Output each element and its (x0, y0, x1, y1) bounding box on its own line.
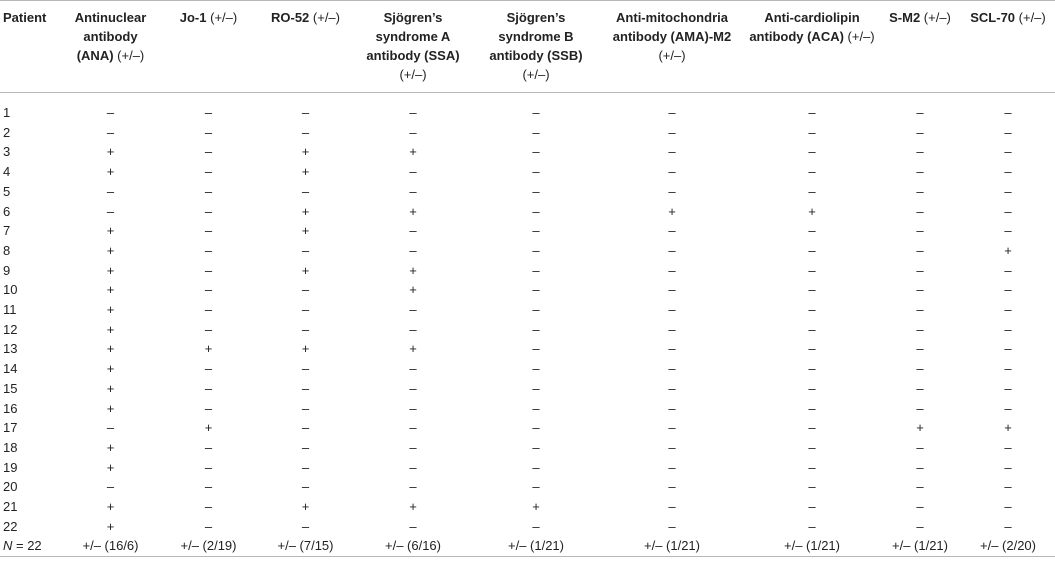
result-cell: + (106, 400, 115, 416)
table-row (0, 320, 1055, 340)
column-header-8 (879, 1, 961, 93)
result-cell: – (409, 400, 417, 416)
result-cell: – (1004, 479, 1012, 495)
table-row (0, 162, 1055, 182)
result-cell: – (668, 400, 676, 416)
column-header-suffix: (+/–) (843, 29, 875, 44)
result-cell: – (808, 302, 816, 318)
result-cell: – (204, 479, 213, 495)
result-cell: – (1004, 400, 1012, 416)
result-cell: – (668, 459, 676, 475)
result-cell: – (532, 105, 540, 120)
result-cell: – (668, 321, 676, 337)
result-cell: – (668, 242, 676, 258)
result-cell: – (1004, 361, 1012, 377)
result-cell: – (532, 144, 540, 160)
result-cell: – (1004, 321, 1012, 337)
summary-label-count: = 22 (12, 538, 42, 554)
result-cell: – (409, 321, 417, 337)
table-row (0, 221, 1055, 241)
table-row (0, 123, 1055, 143)
result-cell: – (1004, 105, 1012, 120)
result-cell: – (668, 361, 676, 377)
column-header-2 (159, 1, 258, 93)
result-cell: – (808, 420, 816, 436)
result-cell: – (532, 262, 540, 278)
result-cell: – (668, 105, 676, 120)
patient-id-cell: 5 (3, 183, 11, 199)
patient-id-cell: 2 (3, 124, 11, 140)
result-cell: – (204, 439, 213, 455)
column-header-0 (0, 1, 62, 93)
table-row (0, 103, 1055, 123)
table-row (0, 399, 1055, 419)
result-cell: + (106, 223, 115, 239)
column-header-5 (473, 1, 599, 93)
result-cell: – (532, 183, 540, 199)
result-cell: – (532, 400, 540, 416)
result-cell: – (409, 242, 417, 258)
result-cell: – (916, 164, 924, 180)
result-cell: + (301, 144, 310, 160)
column-header-suffix: (+/–) (1015, 10, 1046, 25)
result-cell: + (106, 439, 115, 455)
result-cell: – (409, 164, 417, 180)
result-cell: + (106, 282, 115, 298)
column-header-title: RO-52 (270, 10, 310, 25)
result-cell: – (668, 341, 676, 357)
result-cell: – (532, 439, 540, 455)
result-cell: – (409, 183, 417, 199)
column-header-title: Jo-1 (179, 10, 207, 25)
result-cell: – (532, 479, 540, 495)
result-cell: – (532, 223, 540, 239)
table-row (0, 182, 1055, 202)
result-cell: – (916, 262, 924, 278)
result-cell: + (106, 341, 115, 357)
table-row (0, 280, 1055, 300)
result-cell: – (301, 459, 310, 475)
column-header-suffix: (+/–) (522, 67, 550, 82)
result-cell: + (532, 499, 540, 515)
summary-cell: +/– (2/20) (961, 536, 1055, 556)
result-cell: + (301, 164, 310, 180)
column-header-suffix: (+/–) (658, 48, 686, 63)
result-cell: – (1004, 380, 1012, 396)
result-cell: – (1004, 499, 1012, 515)
result-cell: – (668, 479, 676, 495)
result-cell: – (1004, 164, 1012, 180)
column-header-title: Anti-cardiolipin antibody (ACA) (749, 10, 860, 44)
result-cell: – (668, 124, 676, 140)
result-cell: – (204, 282, 213, 298)
result-cell: – (532, 380, 540, 396)
result-cell: – (409, 124, 417, 140)
result-cell: – (106, 479, 115, 495)
result-cell: – (808, 223, 816, 239)
result-cell: – (204, 400, 213, 416)
column-header-suffix: (+/–) (920, 10, 951, 25)
result-cell: – (916, 479, 924, 495)
result-cell: + (106, 499, 115, 515)
column-header-4 (353, 1, 473, 93)
result-cell: – (204, 164, 213, 180)
result-cell: + (409, 341, 417, 357)
column-header-title: Anti-mitochondria antibody (AMA)-M2 (612, 10, 732, 44)
result-cell: – (668, 420, 676, 436)
result-cell: – (916, 499, 924, 515)
result-cell: – (808, 262, 816, 278)
column-header-7 (745, 1, 879, 93)
patient-id-cell: 18 (3, 439, 18, 455)
patient-id-cell: 17 (3, 420, 18, 436)
table-row (0, 418, 1055, 438)
result-cell: – (532, 302, 540, 318)
result-cell: – (916, 380, 924, 396)
patient-id-cell: 9 (3, 262, 11, 278)
patient-id-cell: 11 (3, 302, 17, 318)
result-cell: – (916, 439, 924, 455)
column-header-title: Patient (3, 10, 47, 25)
result-cell: – (106, 420, 115, 436)
result-cell: – (916, 518, 924, 534)
result-cell: – (808, 499, 816, 515)
table-row (0, 241, 1055, 261)
summary-cell: +/– (2/19) (159, 536, 258, 556)
result-cell: – (409, 439, 417, 455)
result-cell: – (409, 518, 417, 534)
result-cell: – (204, 380, 213, 396)
result-cell: – (409, 479, 417, 495)
result-cell: – (204, 361, 213, 377)
result-cell: – (204, 203, 213, 219)
result-cell: – (668, 380, 676, 396)
patient-id-cell: 13 (3, 341, 18, 357)
summary-row (0, 536, 1055, 556)
result-cell: + (106, 380, 115, 396)
result-cell: – (532, 164, 540, 180)
result-cell: – (301, 124, 310, 140)
result-cell: – (1004, 341, 1012, 357)
patient-id-cell: 19 (3, 459, 18, 475)
result-cell: – (808, 518, 816, 534)
result-cell: + (668, 203, 676, 219)
result-cell: – (916, 105, 924, 120)
result-cell: – (532, 420, 540, 436)
result-cell: + (204, 341, 213, 357)
result-cell: + (409, 262, 417, 278)
table-row (0, 379, 1055, 399)
result-cell: + (409, 499, 417, 515)
table-row (0, 339, 1055, 359)
patient-id-cell: 22 (3, 518, 18, 534)
result-cell: – (532, 321, 540, 337)
result-cell: – (808, 124, 816, 140)
result-cell: – (409, 105, 417, 120)
result-cell: – (532, 124, 540, 140)
result-cell: – (808, 479, 816, 495)
result-cell: – (106, 203, 115, 219)
result-cell: – (532, 518, 540, 534)
result-cell: – (1004, 183, 1012, 199)
patient-id-cell: 1 (3, 105, 11, 120)
column-header-title: Sjögren’s syndrome B antibody (SSB) (489, 10, 583, 63)
result-cell: – (668, 144, 676, 160)
result-cell: – (532, 282, 540, 298)
result-cell: – (409, 223, 417, 239)
patient-id-cell: 8 (3, 242, 11, 258)
result-cell: – (1004, 144, 1012, 160)
result-cell: – (1004, 282, 1012, 298)
result-cell: – (808, 341, 816, 357)
patient-id-cell: 6 (3, 203, 11, 219)
table-row (0, 261, 1055, 281)
result-cell: – (1004, 302, 1012, 318)
result-cell: + (106, 518, 115, 534)
result-cell: – (204, 105, 213, 120)
result-cell: + (409, 144, 417, 160)
patient-id-cell: 15 (3, 380, 18, 396)
column-header-title: SCL-70 (970, 10, 1016, 25)
result-cell: – (1004, 203, 1012, 219)
result-cell: – (668, 302, 676, 318)
spacer-row (0, 93, 1055, 104)
patient-id-cell: 20 (3, 479, 18, 495)
result-cell: – (808, 144, 816, 160)
result-cell: – (409, 380, 417, 396)
result-cell: – (106, 124, 115, 140)
result-cell: – (808, 282, 816, 298)
summary-cell: +/– (1/21) (473, 536, 599, 556)
column-header-suffix: (+/–) (399, 67, 427, 82)
result-cell: + (106, 321, 115, 337)
result-cell: – (204, 499, 213, 515)
result-cell: – (808, 242, 816, 258)
result-cell: + (106, 302, 115, 318)
column-header-3 (258, 1, 353, 93)
result-cell: – (916, 242, 924, 258)
result-cell: – (301, 361, 310, 377)
result-cell: – (204, 144, 213, 160)
patient-id-cell: 14 (3, 361, 18, 377)
column-header-6 (599, 1, 745, 93)
summary-cell: +/– (16/6) (62, 536, 159, 556)
table-row (0, 142, 1055, 162)
result-cell: – (301, 380, 310, 396)
result-cell: + (301, 499, 310, 515)
result-cell: – (301, 518, 310, 534)
summary-label (0, 536, 62, 556)
result-cell: – (1004, 518, 1012, 534)
result-cell: – (301, 183, 310, 199)
summary-label-n: N (3, 538, 13, 554)
result-cell: – (668, 499, 676, 515)
result-cell: – (916, 302, 924, 318)
result-cell: – (916, 203, 924, 219)
table-row (0, 359, 1055, 379)
result-cell: – (916, 144, 924, 160)
result-cell: + (301, 341, 310, 357)
result-cell: – (916, 341, 924, 357)
patient-id-cell: 7 (3, 223, 11, 239)
result-cell: – (301, 439, 310, 455)
result-cell: – (1004, 459, 1012, 475)
result-cell: – (668, 164, 676, 180)
result-cell: – (916, 459, 924, 475)
result-cell: – (301, 400, 310, 416)
table-row (0, 300, 1055, 320)
result-cell: + (204, 420, 213, 436)
result-cell: – (204, 223, 213, 239)
result-cell: – (204, 302, 213, 318)
summary-cell: +/– (1/21) (745, 536, 879, 556)
result-cell: – (808, 321, 816, 337)
patient-id-cell: 10 (3, 282, 18, 298)
result-cell: – (808, 459, 816, 475)
result-cell: – (204, 183, 213, 199)
patient-id-cell: 16 (3, 400, 18, 416)
result-cell: – (668, 282, 676, 298)
result-cell: – (409, 302, 417, 318)
result-cell: – (916, 124, 924, 140)
result-cell: – (301, 282, 310, 298)
result-cell: – (916, 400, 924, 416)
result-cell: – (204, 242, 213, 258)
result-cell: – (204, 321, 213, 337)
result-cell: – (204, 459, 213, 475)
result-cell: – (204, 262, 213, 278)
summary-cell: +/– (7/15) (258, 536, 353, 556)
result-cell: – (808, 361, 816, 377)
result-cell: + (106, 361, 115, 377)
result-cell: – (409, 459, 417, 475)
result-cell: – (916, 321, 924, 337)
column-header-title: Antinuclear antibody (ANA) (74, 10, 147, 63)
result-cell: + (106, 164, 115, 180)
result-cell: – (1004, 262, 1012, 278)
column-header-title: S-M2 (889, 10, 921, 25)
result-cell: – (1004, 439, 1012, 455)
result-cell: – (808, 380, 816, 396)
result-cell: – (532, 341, 540, 357)
result-cell: + (106, 262, 115, 278)
result-cell: + (301, 203, 310, 219)
result-cell: – (916, 223, 924, 239)
result-cell: + (106, 144, 115, 160)
result-cell: + (409, 282, 417, 298)
column-header-suffix: (+/–) (206, 10, 238, 25)
column-header-title: Sjögren’s syndrome A antibody (SSA) (366, 10, 460, 63)
result-cell: – (808, 105, 816, 120)
result-cell: – (301, 105, 310, 120)
patient-id-cell: 4 (3, 164, 11, 180)
result-cell: + (409, 203, 417, 219)
result-cell: + (1004, 242, 1012, 258)
table-row (0, 458, 1055, 478)
result-cell: – (808, 400, 816, 416)
result-cell: – (204, 124, 213, 140)
result-cell: – (301, 420, 310, 436)
result-cell: + (808, 203, 816, 219)
result-cell: – (668, 518, 676, 534)
result-cell: – (532, 361, 540, 377)
column-header-9 (961, 1, 1055, 93)
result-cell: – (301, 242, 310, 258)
result-cell: – (409, 361, 417, 377)
result-cell: – (301, 302, 310, 318)
result-cell: – (1004, 223, 1012, 239)
table-row (0, 202, 1055, 222)
table-row (0, 477, 1055, 497)
result-cell: – (1004, 124, 1012, 140)
result-cell: + (301, 223, 310, 239)
result-cell: – (668, 439, 676, 455)
result-cell: – (409, 420, 417, 436)
result-cell: – (106, 105, 115, 120)
result-cell: + (106, 459, 115, 475)
result-cell: – (916, 183, 924, 199)
summary-cell: +/– (6/16) (353, 536, 473, 556)
result-cell: – (532, 459, 540, 475)
summary-cell: +/– (1/21) (879, 536, 961, 556)
result-cell: + (301, 262, 310, 278)
result-cell: – (668, 223, 676, 239)
result-cell: – (808, 164, 816, 180)
patient-id-cell: 12 (3, 321, 18, 337)
table-row (0, 517, 1055, 537)
result-cell: – (204, 518, 213, 534)
result-cell: + (1004, 420, 1012, 436)
column-header-1 (62, 1, 159, 93)
result-cell: + (916, 420, 924, 436)
result-cell: – (532, 242, 540, 258)
result-cell: – (532, 203, 540, 219)
patient-id-cell: 21 (3, 499, 18, 515)
patient-id-cell: 3 (3, 144, 11, 160)
result-cell: – (808, 439, 816, 455)
result-cell: – (668, 262, 676, 278)
result-cell: + (106, 242, 115, 258)
result-cell: – (808, 183, 816, 199)
result-cell: – (301, 321, 310, 337)
table-row (0, 497, 1055, 517)
column-header-suffix: (+/–) (309, 10, 340, 25)
table-row (0, 438, 1055, 458)
result-cell: – (668, 183, 676, 199)
header-row (0, 1, 1055, 93)
summary-cell: +/– (1/21) (599, 536, 745, 556)
column-header-suffix: (+/–) (113, 48, 145, 63)
result-cell: – (916, 361, 924, 377)
result-cell: – (916, 282, 924, 298)
result-cell: – (301, 479, 310, 495)
result-cell: – (106, 183, 115, 199)
